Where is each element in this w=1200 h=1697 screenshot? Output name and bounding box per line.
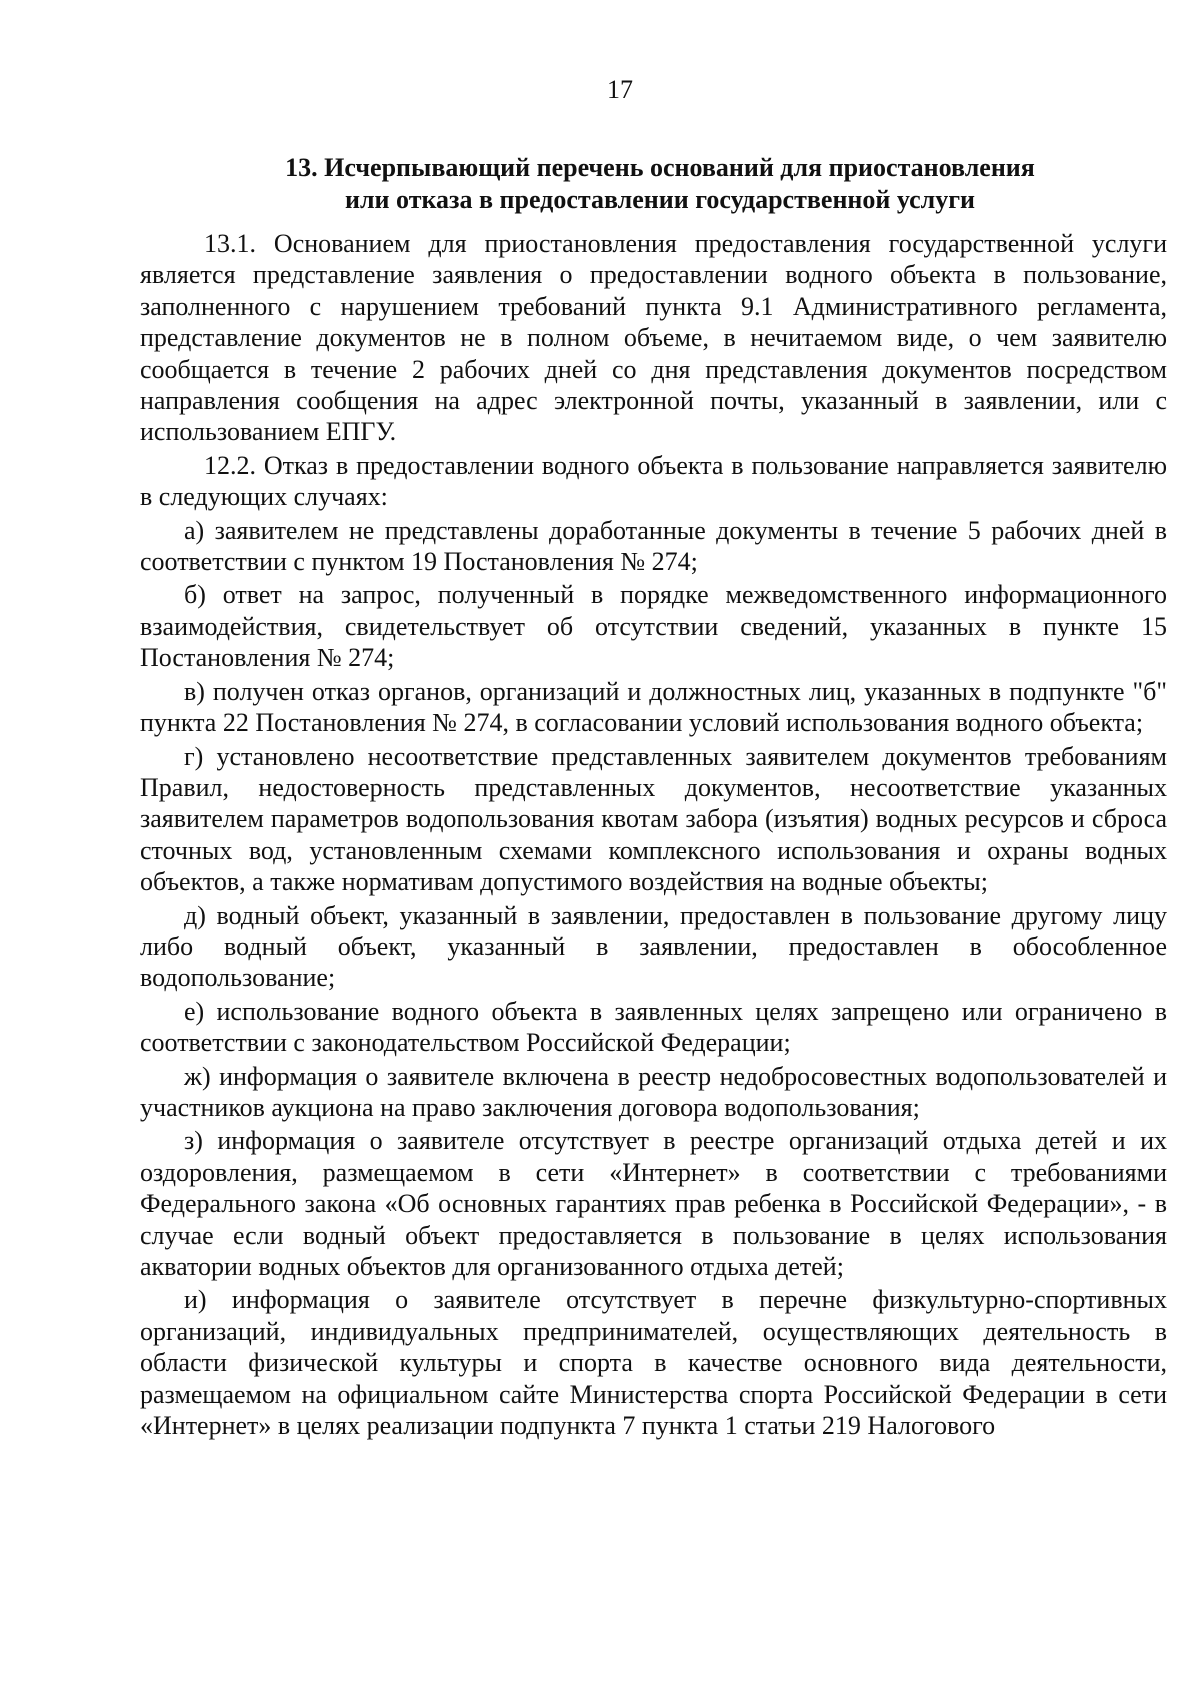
list-item-e: е) использование водного объекта в заявленных целях запрещено или ограничено в соответствии с законодательством Российской Федерации; xyxy=(140,996,1167,1058)
page-number: 17 xyxy=(607,75,633,104)
list-item-g: г) установлено несоответствие представленных заявителем документов требованиям Правил, недостоверность представленных документов, несоответствие указанных заявителем параметров водопользования квотам забора (изъятия) водных ресурсов и сброса сточных вод, установленным схемами комплексного использования и охраны водных объектов, а также нормативам допустимого воздействия на водные объекты; xyxy=(140,741,1167,897)
list-item-d: д) водный объект, указанный в заявлении, предоставлен в пользование другому лицу либо водный объект, указанный в заявлении, предоставлен в обособленное водопользование; xyxy=(140,900,1167,993)
paragraph-12-2: 12.2. Отказ в предоставлении водного объекта в пользование направляется заявителю в следующих случаях: xyxy=(140,450,1167,512)
list-item-v: в) получен отказ органов, организаций и должностных лиц, указанных в подпункте "б" пункта 22 Постановления № 274, в согласовании условий использования водного объекта; xyxy=(140,676,1167,738)
section-heading-line-2: или отказа в предоставлении государственной услуги xyxy=(344,185,976,214)
list-item-a: а) заявителем не представлены доработанные документы в течение 5 рабочих дней в соответствии с пунктом 19 Постановления № 274; xyxy=(140,515,1167,577)
document-body xyxy=(140,228,1167,1443)
section-heading xyxy=(140,152,1180,216)
list-item-zh: ж) информация о заявителе включена в реестр недобросовестных водопользователей и участников аукциона на право заключения договора водопользования; xyxy=(140,1061,1167,1122)
list-item-i: и) информация о заявителе отсутствует в перечне физкультурно-спортивных организаций, индивидуальных предпринимателей, осуществляющих деятельность в области физической культуры и спорта в качестве основного вида деятельности, размещаемом на официальном сайте Министерства спорта Российской Федерации в сети «Интернет» в целях реализации подпункта 7 пункта 1 статьи 219 Налогового xyxy=(140,1285,1167,1441)
list-item-b: б) ответ на запрос, полученный в порядке межведомственного информационного взаимодействия, свидетельствует об отсутствии сведений, указанных в пункте 15 Постановления № 274; xyxy=(140,580,1167,673)
section-heading-line-1: 13. Исчерпывающий перечень оснований для приостановления xyxy=(285,153,1035,182)
list-item-z: з) информация о заявителе отсутствует в реестре организаций отдыха детей и их оздоровления, размещаемом в сети «Интернет» в соответствии с требованиями Федерального закона «Об основных гарантиях прав ребенка в Российской Федерации», - в случае если водный объект предоставляется в пользование в целях использования акватории водных объектов для организованного отдыха детей; xyxy=(140,1126,1167,1281)
paragraph-13-1: 13.1. Основанием для приостановления предоставления государственной услуги является представление заявления о предоставлении водного объекта в пользование, заполненного с нарушением требований пункта 9.1 Административного регламента, представление документов не в полном объеме, в нечитаемом виде, о чем заявителю сообщается в течение 2 рабочих дней со дня представления документов посредством направления сообщения на адрес электронной почты, указанный в заявлении, или с использованием ЕПГУ. xyxy=(140,229,1167,447)
